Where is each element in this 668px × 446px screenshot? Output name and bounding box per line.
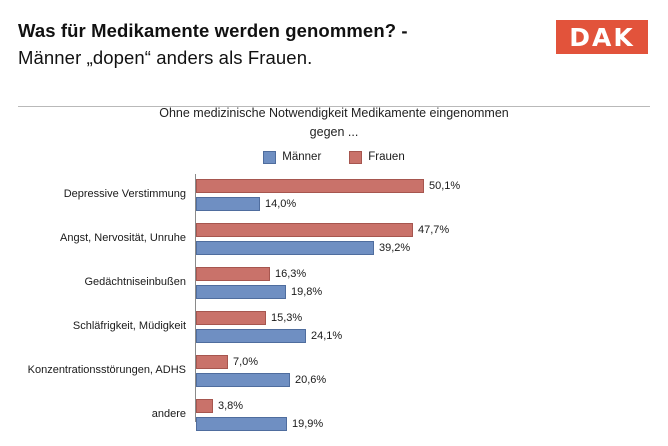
chart-title (84, 104, 584, 142)
bar-value-frauen: 50,1% (429, 179, 461, 192)
header (18, 18, 650, 80)
bar-row-maenner (196, 328, 664, 344)
bar-maenner (196, 285, 286, 299)
bar-value-maenner: 19,9% (292, 417, 324, 430)
bar-row-maenner (196, 284, 664, 300)
bar-maenner (196, 197, 260, 211)
category-label: Depressive Verstimmung (63, 187, 186, 200)
bar-row-frauen (196, 178, 664, 194)
bar-value-maenner: 20,6% (295, 373, 327, 386)
bar-pair (196, 396, 664, 434)
category-label-text: Angst, Nervosität, Unruhe (60, 231, 186, 244)
bar-value-frauen: 7,0% (233, 355, 259, 368)
chart-title-line2: gegen ... (309, 124, 359, 139)
bar-row-maenner (196, 416, 664, 432)
bar-pair (196, 264, 664, 302)
bar-value-frauen: 47,7% (418, 223, 450, 236)
bar-row-frauen (196, 398, 664, 414)
bar-maenner (196, 329, 306, 343)
bar-value-maenner: 19,8% (291, 285, 323, 298)
bar-pair (196, 220, 664, 258)
legend-swatch-frauen (349, 151, 362, 164)
legend-swatch-maenner (263, 151, 276, 164)
dak-logo-text: DAK (569, 22, 635, 52)
bar-row-maenner (196, 372, 664, 388)
bar-row-maenner (196, 240, 664, 256)
bar-maenner (196, 241, 374, 255)
chart-container (0, 96, 668, 446)
chart-group (0, 352, 668, 390)
chart-title-line1: Ohne medizinische Notwendigkeit Medikamente eingenommen (159, 106, 509, 120)
bar-frauen (196, 311, 266, 325)
bar-maenner (196, 417, 287, 431)
bar-frauen (196, 179, 424, 193)
legend-label-frauen: Frauen (368, 151, 405, 163)
bar-frauen (196, 267, 270, 281)
page-title-line1: Was für Medikamente werden genommen? - (18, 20, 408, 41)
bar-value-frauen: 3,8% (218, 399, 244, 412)
legend-label-maenner: Männer (282, 151, 322, 163)
bar-value-maenner: 39,2% (379, 241, 411, 254)
category-label: Gedächtniseinbußen (84, 275, 186, 288)
category-label (0, 232, 186, 246)
bar-frauen (196, 355, 228, 369)
bar-value-frauen: 15,3% (271, 311, 303, 324)
bar-row-maenner (196, 196, 664, 212)
category-label-text: Konzentrationsstörungen, ADHS (27, 363, 186, 376)
legend-item-frauen (349, 151, 404, 164)
bar-value-maenner: 24,1% (311, 329, 343, 342)
bar-row-frauen (196, 310, 664, 326)
bar-frauen (196, 223, 413, 237)
chart-group (0, 176, 668, 214)
bar-pair (196, 308, 664, 346)
chart-group (0, 396, 668, 434)
bar-row-frauen (196, 266, 664, 282)
bar-pair (196, 176, 664, 214)
bar-value-maenner: 14,0% (265, 197, 297, 210)
category-label: andere (151, 407, 186, 420)
bar-pair (196, 352, 664, 390)
category-label: Schläfrigkeit, Müdigkeit (72, 319, 186, 332)
page-title (18, 18, 548, 72)
bar-row-frauen (196, 222, 664, 238)
bar-frauen (196, 399, 213, 413)
page-title-line2: Männer „dopen“ anders als Frauen. (18, 46, 313, 68)
plot-area (0, 174, 668, 430)
bar-maenner (196, 373, 290, 387)
chart-group (0, 220, 668, 258)
legend-item-maenner (263, 151, 321, 164)
category-label (0, 364, 186, 378)
chart-legend (0, 151, 668, 164)
chart-group (0, 264, 668, 302)
bar-row-frauen (196, 354, 664, 370)
bar-value-frauen: 16,3% (275, 267, 307, 280)
chart-group (0, 308, 668, 346)
dak-logo (556, 20, 648, 54)
